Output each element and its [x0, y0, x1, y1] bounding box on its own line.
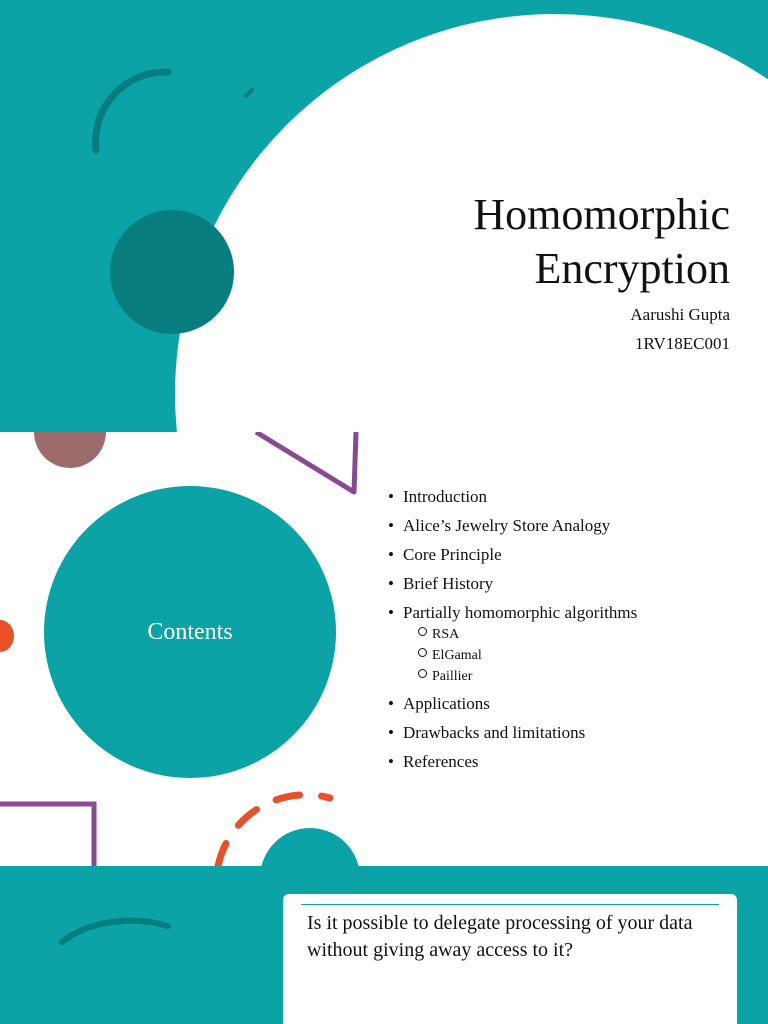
list-item-label: Alice’s Jewelry Store Analogy: [403, 516, 611, 535]
circle-bullet-icon: [418, 648, 427, 657]
list-item: • References: [388, 752, 479, 771]
title-line-1: Homomorphic: [473, 190, 730, 239]
list-item: • Introduction: [388, 487, 488, 506]
list-item: • Partially homomorphic algorithms RSA ElGamal Paillier: [388, 603, 638, 684]
circle-bullet-icon: [418, 627, 427, 636]
question-card: [283, 894, 737, 1024]
roll-number: 1RV18EC001: [635, 334, 730, 353]
question-text: Is it possible to delegate processing of your data without giving away access to it?: [307, 912, 693, 961]
contents-list: [388, 486, 637, 780]
sub-list-item-label: Paillier: [432, 669, 473, 684]
list-item: • Core Principle: [388, 545, 502, 564]
divider: [301, 904, 719, 905]
contents-slide: [0, 432, 768, 866]
sub-list-item: [418, 626, 637, 644]
sub-list-item-label: ElGamal: [432, 648, 482, 663]
sub-list-item: [418, 668, 637, 686]
presentation-title: [473, 188, 730, 296]
list-item: • Applications: [388, 694, 490, 713]
sub-list-item-label: RSA: [432, 627, 460, 642]
contents-heading: Contents: [147, 618, 233, 645]
question-slide: [0, 866, 768, 1024]
list-item-label: References: [403, 752, 479, 771]
list-item: • Drawbacks and limitations: [388, 723, 586, 742]
sub-list: [388, 626, 637, 686]
list-item: • Brief History: [388, 574, 494, 593]
list-item-label: Drawbacks and limitations: [403, 723, 586, 742]
title-line-2: Encryption: [534, 244, 730, 293]
list-item-label: Applications: [403, 694, 490, 713]
circle-bullet-icon: [418, 669, 427, 678]
contents-heading-circle: [44, 486, 336, 778]
list-item-label: Core Principle: [403, 545, 502, 564]
author-name: Aarushi Gupta: [630, 305, 730, 324]
list-item-label: Brief History: [403, 574, 494, 593]
title-slide: [0, 0, 768, 432]
sub-list-item: [418, 647, 637, 665]
list-item: • Alice’s Jewelry Store Analogy: [388, 516, 611, 535]
list-item-label: Partially homomorphic algorithms: [403, 603, 638, 622]
list-item-label: Introduction: [403, 487, 488, 506]
